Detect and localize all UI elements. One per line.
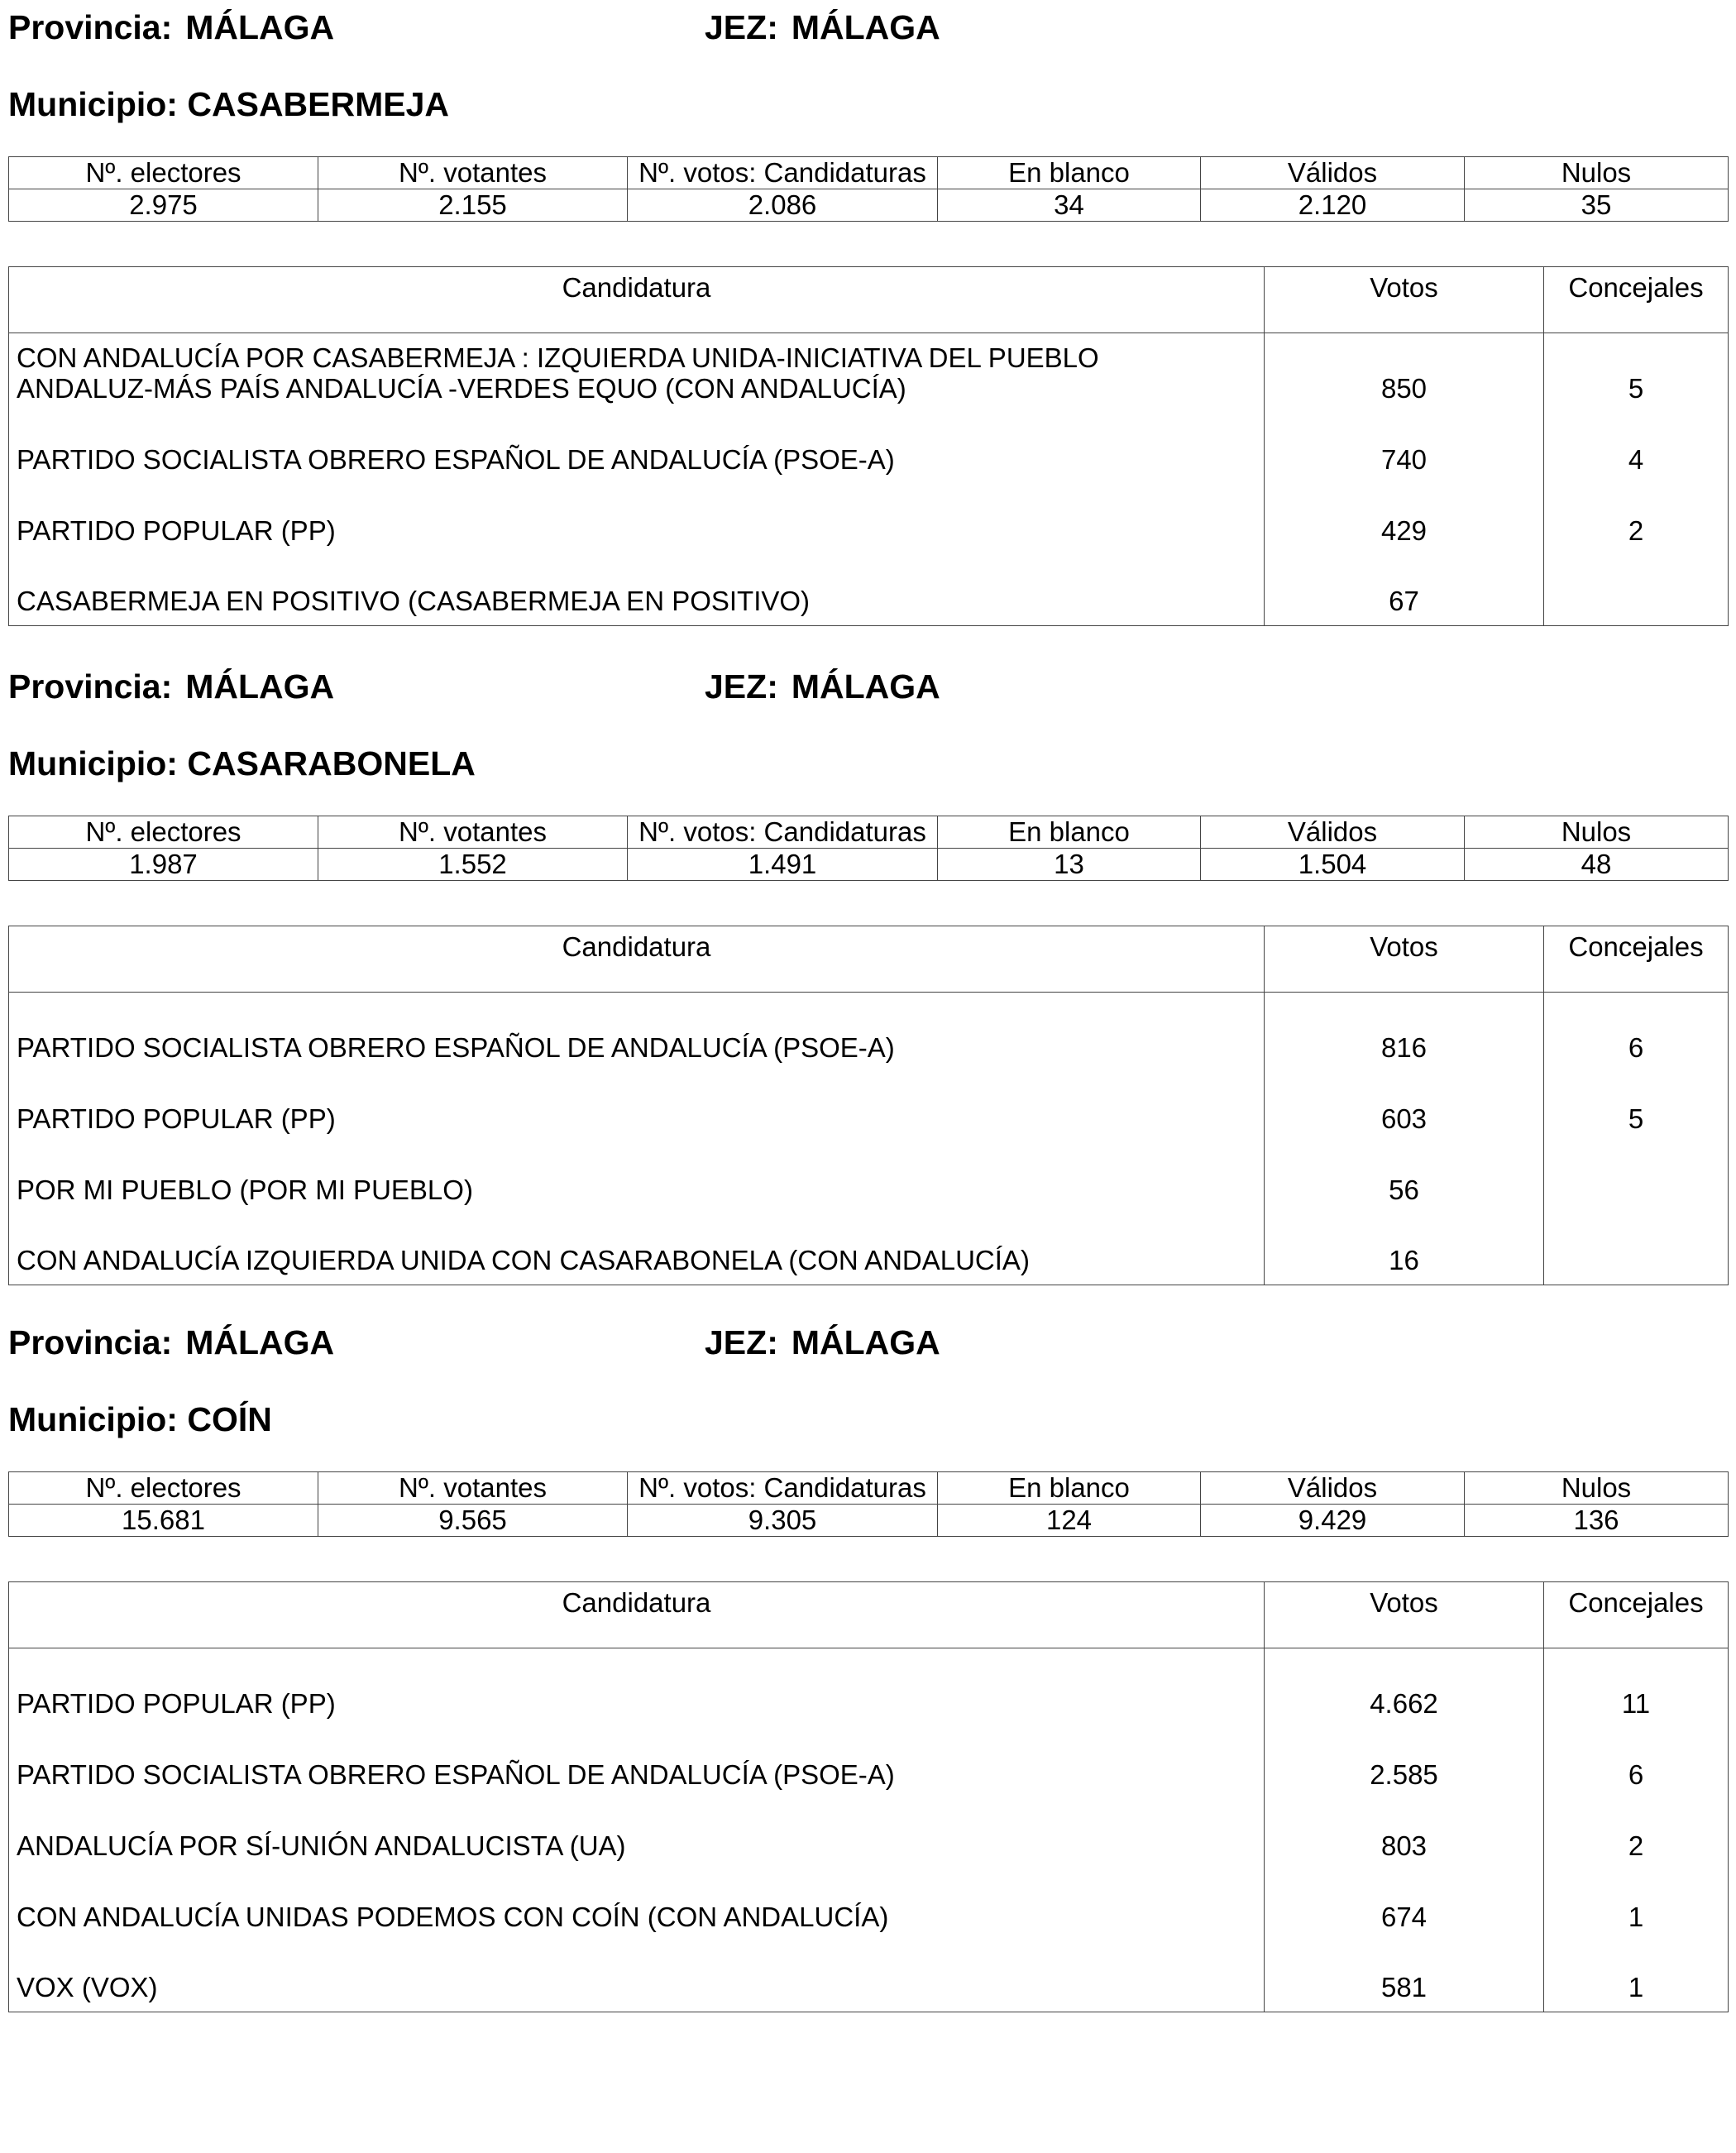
summary-table: [8, 816, 1729, 881]
municipio-value: CASARABONELA: [187, 744, 476, 782]
candidatura-name: PARTIDO SOCIALISTA OBRERO ESPAÑOL DE ANDALUCÍA (PSOE-A): [9, 1728, 1265, 1799]
candidatura-name: VOX (VOX): [9, 1941, 1265, 2012]
summary-table: [8, 156, 1729, 222]
municipio-value: COÍN: [187, 1400, 272, 1438]
header-votos-candidaturas: Nº. votos: Candidaturas: [628, 816, 938, 849]
candidatura-name: ANDALUCÍA POR SÍ-UNIÓN ANDALUCISTA (UA): [9, 1799, 1265, 1870]
candidatura-name: [9, 333, 1265, 413]
header-validos: Válidos: [1201, 1472, 1465, 1505]
table-row: [9, 993, 1729, 1072]
header-en-blanco: En blanco: [938, 157, 1201, 189]
candidatura-votos: 850: [1265, 333, 1544, 413]
candidatura-votos: 674: [1265, 1870, 1544, 1941]
table-row: [9, 1728, 1729, 1799]
candidatura-votos: 803: [1265, 1799, 1544, 1870]
table-row: [9, 1799, 1729, 1870]
candidatura-name: CON ANDALUCÍA UNIDAS PODEMOS CON COÍN (CON ANDALUCÍA): [9, 1870, 1265, 1941]
candidatura-name: PARTIDO POPULAR (PP): [9, 1648, 1265, 1728]
candidaturas-header-row: [9, 926, 1729, 993]
candidaturas-table: [8, 926, 1729, 1285]
value-votantes: 2.155: [318, 189, 628, 222]
table-row: [9, 1870, 1729, 1941]
header-candidatura: Candidatura: [9, 1582, 1265, 1648]
header-concejales: Concejales: [1544, 267, 1729, 333]
provincia-value: MÁLAGA: [185, 8, 335, 46]
summary-value-row: [9, 189, 1729, 222]
jez-heading: [705, 7, 940, 48]
municipio-heading: [8, 743, 476, 784]
value-electores: 15.681: [9, 1505, 318, 1537]
value-votos-candidaturas: 1.491: [628, 849, 938, 881]
candidatura-concejales: 2: [1544, 484, 1729, 555]
table-row: [9, 1072, 1729, 1143]
header-electores: Nº. electores: [9, 816, 318, 849]
header-en-blanco: En blanco: [938, 1472, 1201, 1505]
header-nulos: Nulos: [1465, 1472, 1729, 1505]
header-candidatura: Candidatura: [9, 926, 1265, 993]
value-nulos: 35: [1465, 189, 1729, 222]
header-nulos: Nulos: [1465, 157, 1729, 189]
candidaturas-header-row: [9, 1582, 1729, 1648]
summary-value-row: [9, 1505, 1729, 1537]
value-nulos: 136: [1465, 1505, 1729, 1537]
value-en-blanco: 34: [938, 189, 1201, 222]
provincia-label: Provincia:: [8, 667, 173, 706]
candidatura-name: POR MI PUEBLO (POR MI PUEBLO): [9, 1143, 1265, 1214]
header-electores: Nº. electores: [9, 1472, 318, 1505]
candidatura-name: CON ANDALUCÍA IZQUIERDA UNIDA CON CASARABONELA (CON ANDALUCÍA): [9, 1214, 1265, 1285]
jez-label: JEZ:: [705, 1323, 778, 1361]
table-row: [9, 413, 1729, 484]
table-row: [9, 1648, 1729, 1728]
value-votantes: 9.565: [318, 1505, 628, 1537]
header-electores: Nº. electores: [9, 157, 318, 189]
value-electores: 2.975: [9, 189, 318, 222]
candidatura-concejales: 1: [1544, 1870, 1729, 1941]
table-row: [9, 484, 1729, 555]
candidatura-votos: 429: [1265, 484, 1544, 555]
candidaturas-table: [8, 1581, 1729, 2012]
table-row: [9, 1143, 1729, 1214]
candidatura-votos: 816: [1265, 993, 1544, 1072]
municipio-heading: [8, 84, 449, 125]
candidatura-concejales: 4: [1544, 413, 1729, 484]
candidatura-name: PARTIDO POPULAR (PP): [9, 484, 1265, 555]
candidatura-concejales: 2: [1544, 1799, 1729, 1870]
candidatura-votos: 603: [1265, 1072, 1544, 1143]
municipio-value: CASABERMEJA: [187, 85, 450, 123]
jez-value: MÁLAGA: [791, 1323, 940, 1361]
value-votos-candidaturas: 9.305: [628, 1505, 938, 1537]
candidatura-votos: 4.662: [1265, 1648, 1544, 1728]
table-row: [9, 555, 1729, 626]
header-concejales: Concejales: [1544, 1582, 1729, 1648]
value-validos: 1.504: [1201, 849, 1465, 881]
candidatura-concejales: [1544, 1214, 1729, 1285]
header-candidatura: Candidatura: [9, 267, 1265, 333]
value-validos: 2.120: [1201, 189, 1465, 222]
header-votantes: Nº. votantes: [318, 1472, 628, 1505]
header-en-blanco: En blanco: [938, 816, 1201, 849]
jez-label: JEZ:: [705, 667, 778, 706]
jez-value: MÁLAGA: [791, 8, 940, 46]
candidatura-votos: 56: [1265, 1143, 1544, 1214]
provincia-label: Provincia:: [8, 1323, 173, 1361]
provincia-heading: [8, 7, 334, 48]
jez-value: MÁLAGA: [791, 667, 940, 706]
summary-header-row: [9, 157, 1729, 189]
table-row: [9, 333, 1729, 413]
provincia-label: Provincia:: [8, 8, 173, 46]
header-validos: Válidos: [1201, 157, 1465, 189]
candidatura-concejales: 1: [1544, 1941, 1729, 2012]
summary-value-row: [9, 849, 1729, 881]
header-votos-candidaturas: Nº. votos: Candidaturas: [628, 157, 938, 189]
candidaturas-header-row: [9, 267, 1729, 333]
header-votos: Votos: [1265, 267, 1544, 333]
municipio-label: Municipio:: [8, 1400, 178, 1438]
header-votos: Votos: [1265, 1582, 1544, 1648]
table-row: [9, 1941, 1729, 2012]
municipio-heading: [8, 1399, 272, 1440]
candidatura-votos: 2.585: [1265, 1728, 1544, 1799]
candidatura-name: PARTIDO SOCIALISTA OBRERO ESPAÑOL DE ANDALUCÍA (PSOE-A): [9, 993, 1265, 1072]
municipio-label: Municipio:: [8, 744, 178, 782]
jez-heading: [705, 666, 940, 707]
candidatura-concejales: [1544, 555, 1729, 626]
candidatura-concejales: 6: [1544, 993, 1729, 1072]
summary-header-row: [9, 1472, 1729, 1505]
value-votos-candidaturas: 2.086: [628, 189, 938, 222]
value-electores: 1.987: [9, 849, 318, 881]
candidatura-concejales: 5: [1544, 333, 1729, 413]
header-votos: Votos: [1265, 926, 1544, 993]
header-validos: Válidos: [1201, 816, 1465, 849]
candidatura-name: PARTIDO SOCIALISTA OBRERO ESPAÑOL DE ANDALUCÍA (PSOE-A): [9, 413, 1265, 484]
value-votantes: 1.552: [318, 849, 628, 881]
summary-table: [8, 1471, 1729, 1537]
candidatura-concejales: 11: [1544, 1648, 1729, 1728]
header-nulos: Nulos: [1465, 816, 1729, 849]
candidatura-votos: 16: [1265, 1214, 1544, 1285]
candidaturas-table: [8, 266, 1729, 626]
municipio-label: Municipio:: [8, 85, 178, 123]
candidatura-concejales: 6: [1544, 1728, 1729, 1799]
value-validos: 9.429: [1201, 1505, 1465, 1537]
jez-label: JEZ:: [705, 8, 778, 46]
header-concejales: Concejales: [1544, 926, 1729, 993]
header-votantes: Nº. votantes: [318, 157, 628, 189]
candidatura-name: CASABERMEJA EN POSITIVO (CASABERMEJA EN POSITIVO): [9, 555, 1265, 626]
header-votantes: Nº. votantes: [318, 816, 628, 849]
value-en-blanco: 124: [938, 1505, 1201, 1537]
candidatura-votos: 67: [1265, 555, 1544, 626]
provincia-heading: [8, 666, 334, 707]
header-votos-candidaturas: Nº. votos: Candidaturas: [628, 1472, 938, 1505]
value-nulos: 48: [1465, 849, 1729, 881]
value-en-blanco: 13: [938, 849, 1201, 881]
candidatura-concejales: [1544, 1143, 1729, 1214]
provincia-value: MÁLAGA: [185, 1323, 335, 1361]
table-row: [9, 1214, 1729, 1285]
candidatura-name-line: CON ANDALUCÍA POR CASABERMEJA : IZQUIERDA UNIDA-INICIATIVA DEL PUEBLO: [17, 342, 1099, 373]
candidatura-votos: 740: [1265, 413, 1544, 484]
jez-heading: [705, 1322, 940, 1363]
candidatura-name-line: ANDALUZ-MÁS PAÍS ANDALUCÍA -VERDES EQUO (CON ANDALUCÍA): [17, 372, 906, 404]
candidatura-name: PARTIDO POPULAR (PP): [9, 1072, 1265, 1143]
provincia-heading: [8, 1322, 334, 1363]
candidatura-votos: 581: [1265, 1941, 1544, 2012]
candidatura-concejales: 5: [1544, 1072, 1729, 1143]
summary-header-row: [9, 816, 1729, 849]
provincia-value: MÁLAGA: [185, 667, 335, 706]
